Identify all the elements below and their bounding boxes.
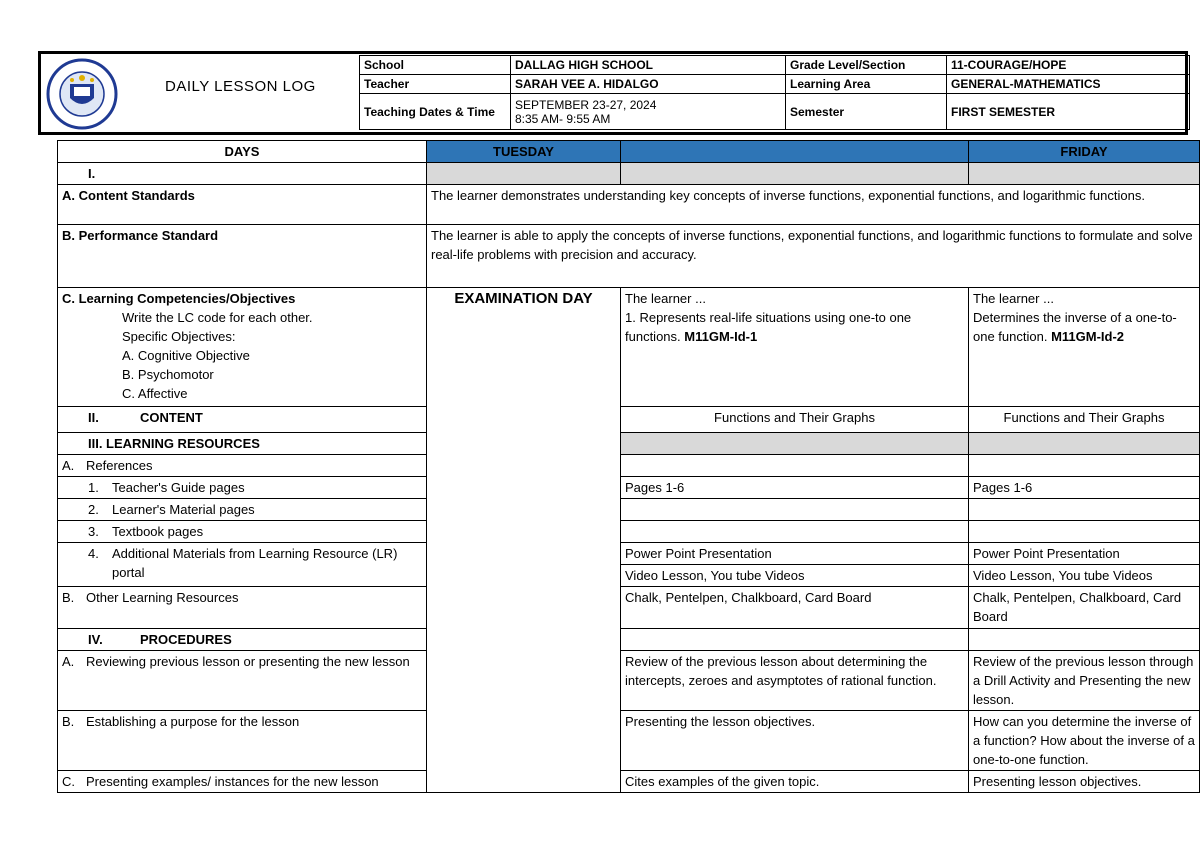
objective-text xyxy=(625,308,964,346)
cell xyxy=(621,499,969,521)
item-text: Other Learning Resources xyxy=(86,590,239,605)
friday-header: FRIDAY xyxy=(969,141,1200,163)
proc-a-label xyxy=(58,651,427,711)
section-title: CONTENT xyxy=(140,410,203,425)
cell xyxy=(621,433,969,455)
item-text: Establishing a purpose for the lesson xyxy=(86,714,300,729)
item-letter: B. xyxy=(62,714,75,729)
cell xyxy=(969,521,1200,543)
wednesday-content: Functions and Their Graphs xyxy=(621,407,969,433)
item-number: 3. xyxy=(88,524,99,539)
semester-label: Semester xyxy=(786,94,947,130)
wednesday-lr-2: Video Lesson, You tube Videos xyxy=(621,565,969,587)
objectives-label: I. xyxy=(58,163,427,185)
competencies-line: Specific Objectives: xyxy=(122,329,236,344)
objective-text xyxy=(973,308,1195,346)
friday-proc-a: Review of the previous lesson through a Drill Activity and Presenting the new lesson. xyxy=(969,651,1200,711)
item-text: Additional Materials from Learning Resource (LR) portal xyxy=(112,546,398,580)
learning-area-value: GENERAL-MATHEMATICS xyxy=(947,75,1190,94)
semester-value: FIRST SEMESTER xyxy=(947,94,1190,130)
cell xyxy=(621,163,969,185)
item-letter: C. xyxy=(62,774,75,789)
time-text: 8:35 AM- 9:55 AM xyxy=(515,111,611,126)
cell xyxy=(621,629,969,651)
item-text: Teacher's Guide pages xyxy=(112,480,245,495)
competencies-line: B. Psychomotor xyxy=(122,367,214,382)
content-label xyxy=(58,407,427,433)
content-standards-value: The learner demonstrates understanding key concepts of inverse functions, exponential functions, and logarithmic functions. xyxy=(427,185,1200,225)
friday-tg: Pages 1-6 xyxy=(969,477,1200,499)
competencies-line: A. Cognitive Objective xyxy=(122,348,250,363)
proc-b-label xyxy=(58,711,427,771)
item-number: 4. xyxy=(88,546,99,561)
teachers-guide-label xyxy=(58,477,427,499)
content-standards-label: A. Content Standards xyxy=(58,185,427,225)
performance-standard-value: The learner is able to apply the concepts of inverse functions, exponential functions, and logarithmic functions to formulate and solve real-life problems with precision and accuracy. xyxy=(427,225,1200,288)
learners-material-label xyxy=(58,499,427,521)
cell xyxy=(969,455,1200,477)
wednesday-proc-b: Presenting the lesson objectives. xyxy=(621,711,969,771)
school-info-table xyxy=(359,55,1190,130)
lc-code: M11GM-Id-1 xyxy=(684,329,758,344)
cell xyxy=(621,521,969,543)
procedures-label xyxy=(58,629,427,651)
objective-body: Determines the inverse of a one-to-one function. xyxy=(973,310,1177,344)
friday-proc-b: How can you determine the inverse of a function? How about the inverse of a one-to-one function. xyxy=(969,711,1200,771)
item-number: 1. xyxy=(88,480,99,495)
performance-standard-label: B. Performance Standard xyxy=(58,225,427,288)
item-text: References xyxy=(86,458,153,473)
grade-value: 11-COURAGE/HOPE xyxy=(947,56,1190,75)
objective-body: 1. Represents real-life situations using one-to one functions. xyxy=(625,310,912,344)
proc-c-label xyxy=(58,771,427,793)
grade-label: Grade Level/Section xyxy=(786,56,947,75)
lc-code: M11GM-Id-2 xyxy=(1051,329,1125,344)
textbook-label xyxy=(58,521,427,543)
cell xyxy=(969,629,1200,651)
objective-intro: The learner ... xyxy=(973,291,1054,306)
wednesday-tg: Pages 1-6 xyxy=(621,477,969,499)
competencies-cell xyxy=(58,288,427,407)
item-letter: A. xyxy=(62,654,75,669)
wednesday-other: Chalk, Pentelpen, Chalkboard, Card Board xyxy=(621,587,969,629)
learning-area-label: Learning Area xyxy=(786,75,947,94)
days-header: DAYS xyxy=(58,141,427,163)
cell xyxy=(969,433,1200,455)
references-label xyxy=(58,455,427,477)
lesson-log-table xyxy=(57,140,1200,793)
competencies-label: C. Learning Competencies/Objectives xyxy=(62,291,296,306)
other-resources-label xyxy=(58,587,427,629)
friday-content: Functions and Their Graphs xyxy=(969,407,1200,433)
item-text: Reviewing previous lesson or presenting the new lesson xyxy=(86,654,410,669)
item-text: Learner's Material pages xyxy=(112,502,255,517)
teaching-dates-value xyxy=(511,94,786,130)
friday-lr-2: Video Lesson, You tube Videos xyxy=(969,565,1200,587)
friday-objective xyxy=(969,288,1200,407)
learning-resources-label: III. LEARNING RESOURCES xyxy=(58,433,427,455)
cell xyxy=(969,499,1200,521)
competencies-line: C. Affective xyxy=(122,386,188,401)
wednesday-header xyxy=(621,141,969,163)
section-number: II. xyxy=(88,410,99,425)
teacher-label: Teacher xyxy=(360,75,511,94)
section-number: IV. xyxy=(88,632,103,647)
competencies-line: Write the LC code for each other. xyxy=(122,310,313,325)
wednesday-proc-a: Review of the previous lesson about determining the intercepts, zeroes and asymptotes of rational function. xyxy=(621,651,969,711)
friday-other: Chalk, Pentelpen, Chalkboard, Card Board xyxy=(969,587,1200,629)
item-text: Presenting examples/ instances for the new lesson xyxy=(86,774,379,789)
teacher-value: SARAH VEE A. HIDALGO xyxy=(511,75,786,94)
teaching-dates-label: Teaching Dates & Time xyxy=(360,94,511,130)
cell xyxy=(427,163,621,185)
school-value: DALLAG HIGH SCHOOL xyxy=(511,56,786,75)
friday-proc-c: Presenting lesson objectives. xyxy=(969,771,1200,793)
friday-lr-1: Power Point Presentation xyxy=(969,543,1200,565)
cell xyxy=(969,163,1200,185)
tuesday-header: TUESDAY xyxy=(427,141,621,163)
additional-materials-label xyxy=(58,543,427,587)
item-letter: B. xyxy=(62,590,75,605)
page-title: DAILY LESSON LOG xyxy=(165,78,316,95)
item-number: 2. xyxy=(88,502,99,517)
wednesday-lr-1: Power Point Presentation xyxy=(621,543,969,565)
item-text: Textbook pages xyxy=(112,524,204,539)
dates-text: SEPTEMBER 23-27, 2024 xyxy=(515,97,657,112)
school-label: School xyxy=(360,56,511,75)
section-title: PROCEDURES xyxy=(140,632,232,647)
cell xyxy=(621,455,969,477)
objective-intro: The learner ... xyxy=(625,291,706,306)
examination-day: EXAMINATION DAY xyxy=(427,288,621,793)
deped-seal-icon xyxy=(44,58,120,130)
wednesday-objective xyxy=(621,288,969,407)
item-letter: A. xyxy=(62,458,75,473)
wednesday-proc-c: Cites examples of the given topic. xyxy=(621,771,969,793)
